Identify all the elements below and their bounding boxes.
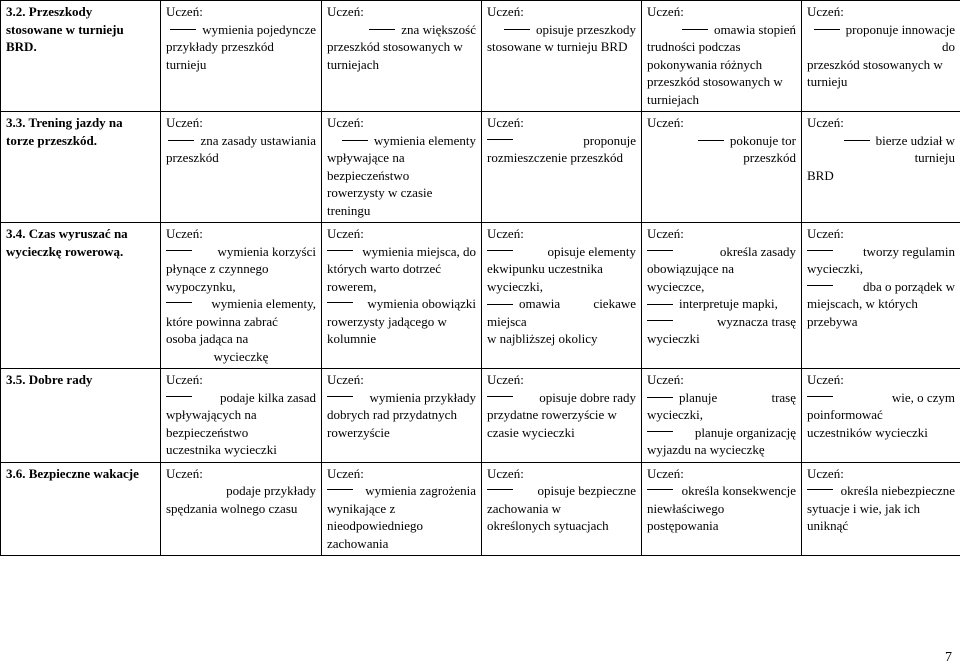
requirement-text: kolumnie: [327, 331, 377, 346]
requirement-cell: [642, 369, 802, 463]
dash-bullet: [807, 396, 833, 397]
requirement-text: wie, o czym: [891, 389, 955, 405]
student-label: Uczeń:: [647, 4, 684, 19]
topic-line: BRD.: [6, 39, 37, 54]
student-label: Uczeń:: [647, 226, 684, 241]
requirement-cell: [322, 1, 482, 112]
requirement-text: turniejach: [647, 91, 699, 107]
student-label: Uczeń:: [487, 226, 524, 241]
requirement-text: obowiązujące na: [647, 261, 734, 276]
dash-bullet: [327, 396, 353, 397]
requirement-text: podaje przykłady: [226, 483, 316, 498]
dash-bullet: [807, 489, 833, 490]
topic-cell: [1, 223, 161, 369]
requirement-text: opisuje bezpieczne: [537, 483, 636, 498]
requirement-text: określonych sytuacjach: [487, 518, 609, 533]
requirement-cell: [802, 462, 960, 556]
requirement-text: turniejach: [327, 56, 379, 72]
dash-bullet: [487, 139, 513, 140]
requirement-text: proponuje: [583, 132, 636, 148]
topic-cell: [1, 462, 161, 556]
requirement-cell: [482, 462, 642, 556]
requirement-text: przebywa: [807, 313, 858, 329]
requirement-text: rowerzysty w czasie: [327, 185, 433, 200]
requirement-text: przeszkód stosowanych w: [807, 56, 943, 72]
requirement-text: turnieju: [807, 74, 848, 89]
student-label: Uczeń:: [647, 465, 684, 481]
requirement-cell: [161, 369, 322, 463]
requirement-text: określa konsekwencje: [681, 483, 796, 498]
requirement-text: niewłaściwego: [647, 500, 725, 516]
requirement-cell: [482, 369, 642, 463]
requirement-cell: [322, 369, 482, 463]
dash-bullet: [814, 29, 840, 30]
student-label: Uczeń:: [647, 372, 684, 387]
topic-line: 3.3. Trening jazdy na: [6, 115, 123, 130]
requirement-text: wymienia zagrożenia: [365, 483, 476, 498]
requirement-text: przeszkód: [166, 150, 219, 165]
requirement-text: określa zasady: [719, 243, 796, 259]
requirement-cell: [642, 1, 802, 112]
requirement-cell: [482, 1, 642, 112]
topic-cell: [1, 369, 161, 463]
dash-bullet: [807, 250, 833, 251]
requirement-text: określa niebezpieczne: [840, 483, 955, 498]
requirement-text: przeszkód stosowanych w: [647, 74, 783, 89]
student-label: Uczeń:: [807, 372, 844, 387]
dash-bullet: [807, 285, 833, 286]
dash-bullet: [369, 29, 395, 30]
dash-bullet: [844, 140, 870, 141]
topic-line: torze przeszkód.: [6, 132, 97, 148]
requirement-text: wpływających na: [166, 407, 257, 422]
requirement-text: przydatne rowerzyście w: [487, 407, 617, 422]
requirement-text: płynące z czynnego: [166, 261, 269, 276]
requirement-text: których warto dotrzeć: [327, 261, 442, 276]
dash-bullet: [168, 140, 194, 141]
requirement-text: wycieczki,: [807, 261, 863, 276]
requirement-text: turnieju: [166, 56, 207, 72]
topic-cell: [1, 1, 161, 112]
dash-bullet: [698, 140, 724, 141]
requirement-text: sytuacje i wie, jak ich: [807, 500, 920, 516]
requirement-text: opisuje elementy: [547, 243, 636, 259]
student-label: Uczeń:: [327, 226, 364, 241]
student-label: Uczeń:: [166, 4, 203, 19]
requirement-cell: [482, 112, 642, 223]
table-row: [1, 369, 960, 463]
requirement-text: treningu: [327, 202, 371, 218]
student-label: Uczeń:: [327, 372, 364, 387]
student-label: Uczeń:: [487, 4, 524, 19]
dash-bullet: [647, 397, 673, 398]
requirement-text: bezpieczeństwo: [327, 167, 410, 183]
requirement-text: wycieczki: [647, 331, 700, 346]
student-label: Uczeń:: [487, 372, 524, 387]
student-label: Uczeń:: [487, 115, 524, 130]
student-label: Uczeń:: [166, 115, 203, 130]
requirement-cell: [802, 369, 960, 463]
page-number: 7: [945, 650, 952, 665]
requirement-text: BRD: [807, 167, 834, 183]
requirement-cell: [642, 462, 802, 556]
requirement-cell: [322, 112, 482, 223]
requirement-text: proponuje innowacje do: [845, 21, 955, 54]
requirement-text: wymienia miejsca, do: [362, 243, 476, 259]
requirement-text: zachowania w: [487, 500, 561, 516]
topic-line: 3.5. Dobre rady: [6, 372, 93, 387]
requirement-text: planuje trasę wycieczki,: [647, 389, 796, 422]
dash-bullet: [487, 489, 513, 490]
requirement-text: zna zasady ustawiania: [200, 132, 316, 148]
table-row: [1, 112, 960, 223]
requirement-text: opisuje przeszkody: [535, 21, 636, 37]
dash-bullet: [647, 250, 673, 251]
dash-bullet: [170, 29, 196, 30]
requirement-text: omawia ciekawe miejsca: [487, 296, 636, 329]
dash-bullet: [487, 396, 513, 397]
requirement-text: rozmieszczenie przeszkód: [487, 150, 624, 165]
requirement-text: wymienia przykłady: [369, 389, 476, 405]
requirement-text: wycieczkę: [213, 348, 269, 364]
requirement-text: miejscach, w których: [807, 296, 918, 311]
dash-bullet: [487, 250, 513, 251]
dash-bullet: [504, 29, 530, 30]
dash-bullet: [166, 250, 192, 251]
requirement-cell: [161, 1, 322, 112]
requirement-cell: [322, 462, 482, 556]
student-label: Uczeń:: [807, 115, 844, 130]
table-row: [1, 223, 960, 369]
requirement-text: wpływające na: [327, 150, 405, 165]
requirement-text: pokonywania różnych: [647, 56, 763, 72]
requirement-text: dobrych rad przydatnych: [327, 407, 457, 422]
requirement-text: zachowania: [327, 535, 389, 551]
requirement-cell: [642, 112, 802, 223]
requirement-text: tworzy regulamin: [862, 243, 955, 259]
requirement-cell: [161, 223, 322, 369]
requirement-cell: [482, 223, 642, 369]
requirement-text: postępowania: [647, 518, 719, 533]
requirement-text: interpretuje mapki,: [679, 296, 778, 311]
requirement-cell: [161, 462, 322, 556]
table-row: [1, 462, 960, 556]
student-label: Uczeń:: [327, 115, 364, 130]
requirement-text: pokonuje tor przeszkód: [729, 132, 796, 165]
requirement-text: nieodpowiedniego: [327, 518, 424, 533]
requirement-text: przykłady przeszkód: [166, 39, 274, 54]
dash-bullet: [327, 489, 353, 490]
dash-bullet: [327, 250, 353, 251]
requirement-text: planuje organizację: [694, 424, 796, 440]
requirement-text: wyznacza trasę: [716, 313, 796, 329]
requirement-cell: [802, 223, 960, 369]
student-label: Uczeń:: [166, 465, 203, 481]
dash-bullet: [682, 29, 708, 30]
student-label: Uczeń:: [807, 465, 844, 481]
requirement-text: uczestników wycieczki: [807, 424, 928, 440]
requirement-text: w najbliższej okolicy: [487, 331, 598, 346]
requirement-text: bierze udział w turnieju: [875, 132, 955, 165]
requirement-text: wynikające z: [327, 500, 396, 516]
requirement-text: uniknąć: [807, 518, 849, 533]
requirement-text: stosowane w turnieju BRD: [487, 39, 628, 54]
topic-line: 3.2. Przeszkody: [6, 4, 93, 19]
student-label: Uczeń:: [807, 4, 844, 19]
requirement-text: wymienia elementy,: [211, 296, 316, 311]
requirement-text: bezpieczeństwo: [166, 424, 249, 440]
dash-bullet: [647, 304, 673, 305]
dash-bullet: [487, 304, 513, 305]
student-label: Uczeń:: [807, 226, 844, 241]
requirement-cell: [802, 1, 960, 112]
requirement-cell: [642, 223, 802, 369]
requirement-text: wymienia obowiązki: [367, 296, 476, 311]
topic-line: wycieczkę rowerową.: [6, 243, 124, 259]
requirement-text: przeszkód stosowanych w: [327, 39, 463, 54]
student-label: Uczeń:: [166, 372, 203, 387]
requirement-text: wymienia pojedyncze: [202, 21, 316, 37]
topic-line: stosowane w turnieju: [6, 21, 124, 37]
student-label: Uczeń:: [327, 4, 364, 19]
dash-bullet: [647, 489, 673, 490]
requirement-text: osoba jadąca na: [166, 331, 249, 346]
requirement-text: trudności podczas: [647, 39, 741, 54]
requirement-text: uczestnika wycieczki: [166, 442, 277, 457]
requirement-text: rowerzysty jadącego w: [327, 313, 447, 329]
dash-bullet: [327, 302, 353, 303]
requirement-text: poinformować: [807, 407, 883, 422]
requirement-text: ekwipunku uczestnika: [487, 261, 603, 276]
student-label: Uczeń:: [647, 115, 684, 130]
dash-bullet: [647, 320, 673, 321]
requirement-text: zna większość: [401, 21, 476, 37]
dash-bullet: [166, 396, 192, 397]
dash-bullet: [166, 302, 192, 303]
requirement-text: wymienia korzyści: [217, 243, 316, 259]
requirement-text: wyjazdu na wycieczkę: [647, 442, 765, 457]
requirement-text: które powinna zabrać: [166, 313, 278, 329]
requirement-cell: [161, 112, 322, 223]
requirement-text: dba o porządek w: [862, 278, 955, 294]
requirement-cell: [802, 112, 960, 223]
student-label: Uczeń:: [327, 465, 364, 481]
student-label: Uczeń:: [166, 226, 203, 241]
requirement-text: rowerem,: [327, 278, 377, 294]
requirement-text: czasie wycieczki: [487, 424, 575, 440]
topic-cell: [1, 112, 161, 223]
dash-bullet: [647, 431, 673, 432]
requirement-text: wypoczynku,: [166, 278, 236, 294]
student-label: Uczeń:: [487, 465, 524, 481]
requirement-text: opisuje dobre rady: [539, 389, 636, 405]
topic-line: 3.4. Czas wyruszać na: [6, 226, 128, 241]
requirement-cell: [322, 223, 482, 369]
requirement-text: rowerzyście: [327, 424, 390, 440]
requirement-text: spędzania wolnego czasu: [166, 500, 298, 516]
requirement-text: podaje kilka zasad: [219, 389, 316, 405]
requirement-text: wycieczce,: [647, 278, 705, 294]
requirement-text: omawia stopień: [714, 21, 796, 37]
topic-line: 3.6. Bezpieczne wakacje: [6, 465, 139, 481]
dash-bullet: [342, 140, 368, 141]
requirement-text: wycieczki,: [487, 278, 543, 294]
table-row: [1, 1, 960, 112]
requirement-text: wymienia elementy: [373, 132, 476, 148]
